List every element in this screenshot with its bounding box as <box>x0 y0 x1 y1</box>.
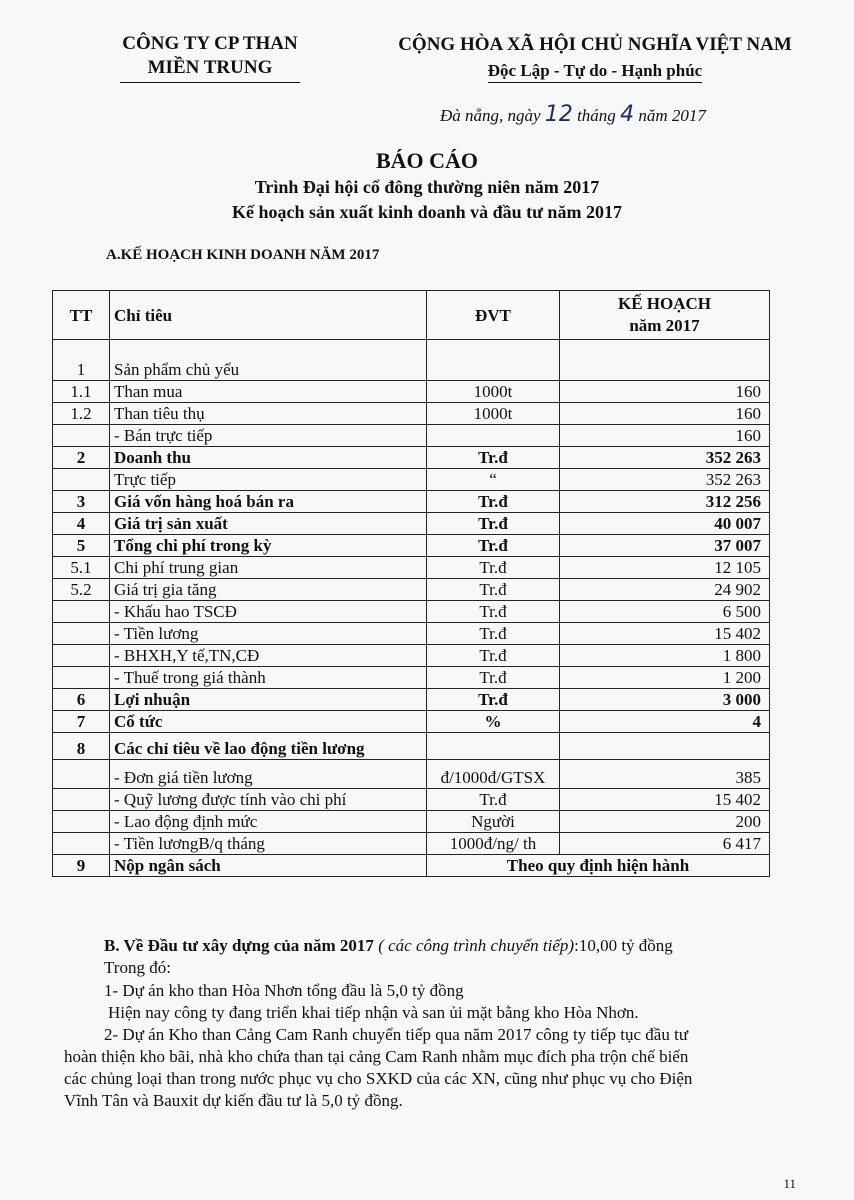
section-b-amount: :10,00 tỷ đồng <box>574 936 673 955</box>
col-header-chi-tieu: Chỉ tiêu <box>110 291 427 340</box>
section-b-item-2-line-2: hoàn thiện kho bãi, nhà kho chứa than tại cảng Cam Ranh nhằm mục đích pha trộn chế biến <box>64 1047 689 1066</box>
row-ke-hoach: 1 200 <box>560 667 770 689</box>
row-chi-tieu: - Lao động định mức <box>110 811 427 833</box>
table-row <box>53 447 770 469</box>
table-row <box>53 789 770 811</box>
row-ke-hoach: 15 402 <box>560 789 770 811</box>
row-dvt: Tr.đ <box>427 447 560 469</box>
row-dvt: Tr.đ <box>427 645 560 667</box>
republic-title: CỘNG HÒA XÃ HỘI CHỦ NGHĨA VIỆT NAM <box>398 34 792 55</box>
row-dvt: Tr.đ <box>427 689 560 711</box>
row-chi-tieu: Giá trị gia tăng <box>110 579 427 601</box>
section-b-trong-do: Trong đó: <box>104 958 171 977</box>
table-row <box>53 557 770 579</box>
table-row <box>53 833 770 855</box>
row-chi-tieu: Than tiêu thụ <box>110 403 427 425</box>
row-chi-tieu: - Tiền lương <box>110 623 427 645</box>
row-ke-hoach: 160 <box>560 403 770 425</box>
section-b-title: B. Về Đầu tư xây dựng của năm 2017 <box>104 936 374 955</box>
section-b-item-2-line-1: 2- Dự án Kho than Cảng Cam Ranh chuyển tiếp qua năm 2017 công ty tiếp tục đầu tư <box>104 1025 689 1044</box>
row-dvt <box>427 340 560 381</box>
company-name <box>90 32 330 83</box>
row-chi-tieu: Các chỉ tiêu về lao động tiền lương <box>110 733 427 760</box>
table-row <box>53 623 770 645</box>
table-row <box>53 469 770 491</box>
row-ke-hoach: 37 007 <box>560 535 770 557</box>
row-ke-hoach: 40 007 <box>560 513 770 535</box>
row-dvt: Tr.đ <box>427 535 560 557</box>
table-row <box>53 811 770 833</box>
row-tt: 9 <box>53 855 110 877</box>
row-tt: 8 <box>53 733 110 760</box>
date-month: 4 <box>620 102 635 127</box>
row-chi-tieu: - Đơn giá tiền lương <box>110 760 427 789</box>
row-dvt <box>427 733 560 760</box>
row-tt: 2 <box>53 447 110 469</box>
national-header <box>370 32 820 84</box>
national-motto: Độc Lập - Tự do - Hạnh phúc <box>488 61 702 83</box>
section-b-item-2-line-4: Vĩnh Tân và Bauxit dự kiến đầu tư là 5,0 tỷ đồng. <box>64 1091 403 1110</box>
row-chi-tieu: Than mua <box>110 381 427 403</box>
row-chi-tieu: - Quỹ lương được tính vào chi phí <box>110 789 427 811</box>
row-dvt: Tr.đ <box>427 789 560 811</box>
row-tt: 5 <box>53 535 110 557</box>
row-tt: 1.1 <box>53 381 110 403</box>
row-tt <box>53 601 110 623</box>
table-row <box>53 535 770 557</box>
row-ke-hoach: 312 256 <box>560 491 770 513</box>
row-chi-tieu: - BHXH,Y tế,TN,CĐ <box>110 645 427 667</box>
table-header-row <box>53 291 770 340</box>
row-tt <box>53 811 110 833</box>
row-dvt: 1000t <box>427 403 560 425</box>
row-dvt <box>427 425 560 447</box>
row-chi-tieu: Sản phẩm chủ yếu <box>110 340 427 381</box>
row-chi-tieu: Cổ tức <box>110 711 427 733</box>
section-b-item-2-line-3: các chủng loại than trong nước phục vụ cho SXKD của các XN, cũng như phục vụ cho Điện <box>64 1069 693 1088</box>
row-ke-hoach: 160 <box>560 381 770 403</box>
company-underline <box>120 82 300 83</box>
row-dvt: Tr.đ <box>427 513 560 535</box>
col-header-tt: TT <box>53 291 110 340</box>
report-subtitle-1: Trình Đại hội cổ đông thường niên năm 2017 <box>254 177 600 197</box>
row-ke-hoach: 352 263 <box>560 447 770 469</box>
table-row <box>53 340 770 381</box>
date-prefix: Đà nẵng, ngày <box>440 106 541 125</box>
report-title: BÁO CÁO <box>375 148 479 173</box>
row-ke-hoach: 24 902 <box>560 579 770 601</box>
row-ke-hoach <box>560 340 770 381</box>
row-ke-hoach: 385 <box>560 760 770 789</box>
row-ke-hoach: 6 500 <box>560 601 770 623</box>
row-dvt: đ/1000đ/GTSX <box>427 760 560 789</box>
document-date <box>440 102 770 127</box>
company-name-line1: CÔNG TY CP THAN <box>122 33 298 54</box>
row-chi-tieu: Lợi nhuận <box>110 689 427 711</box>
col-header-ke-hoach <box>560 291 770 340</box>
table-row <box>53 381 770 403</box>
report-subtitle-2: Kế hoạch sản xuất kinh doanh và đầu tư năm 2017 <box>232 202 622 222</box>
col-header-ke-hoach-2: năm 2017 <box>629 316 700 335</box>
row-tt: 4 <box>53 513 110 535</box>
row-tt <box>53 469 110 491</box>
row-chi-tieu: Doanh thu <box>110 447 427 469</box>
row-dvt: Người <box>427 811 560 833</box>
row-tt <box>53 645 110 667</box>
table-row <box>53 667 770 689</box>
row-chi-tieu: Nộp ngân sách <box>110 855 427 877</box>
row-ke-hoach: 1 800 <box>560 645 770 667</box>
row-dvt: Tr.đ <box>427 491 560 513</box>
table-row <box>53 425 770 447</box>
row-chi-tieu: Chi phí trung gian <box>110 557 427 579</box>
row-dvt: % <box>427 711 560 733</box>
row-dvt: Tr.đ <box>427 557 560 579</box>
col-header-ke-hoach-1: KẾ HOẠCH <box>617 294 712 313</box>
row-ke-hoach: 6 417 <box>560 833 770 855</box>
row-merged-value: Theo quy định hiện hành <box>427 855 770 877</box>
table-row <box>53 403 770 425</box>
row-tt: 3 <box>53 491 110 513</box>
row-chi-tieu: - Bán trực tiếp <box>110 425 427 447</box>
table-row <box>53 579 770 601</box>
section-a-heading: A.KẾ HOẠCH KINH DOANH NĂM 2017 <box>106 247 380 263</box>
row-tt <box>53 623 110 645</box>
row-tt <box>53 667 110 689</box>
table-row <box>53 760 770 789</box>
page-number: 11 <box>783 1176 796 1191</box>
row-dvt: Tr.đ <box>427 667 560 689</box>
row-ke-hoach: 4 <box>560 711 770 733</box>
row-chi-tieu: - Khấu hao TSCĐ <box>110 601 427 623</box>
row-tt <box>53 833 110 855</box>
business-plan-table <box>52 290 770 877</box>
section-b-note: ( các công trình chuyển tiếp) <box>378 936 575 955</box>
row-ke-hoach: 200 <box>560 811 770 833</box>
row-tt <box>53 425 110 447</box>
row-ke-hoach: 15 402 <box>560 623 770 645</box>
table-row <box>53 733 770 760</box>
row-tt <box>53 760 110 789</box>
row-dvt: “ <box>427 469 560 491</box>
row-tt: 1.2 <box>53 403 110 425</box>
row-tt: 1 <box>53 340 110 381</box>
date-year: năm 2017 <box>638 106 706 125</box>
row-dvt: Tr.đ <box>427 623 560 645</box>
row-ke-hoach <box>560 733 770 760</box>
row-dvt: Tr.đ <box>427 579 560 601</box>
row-chi-tieu: Tổng chi phí trong kỳ <box>110 535 427 557</box>
section-b-item-1-detail: Hiện nay công ty đang triển khai tiếp nhận và san ủi mặt bằng kho Hòa Nhơn. <box>108 1003 639 1022</box>
table-row <box>53 855 770 877</box>
row-ke-hoach: 352 263 <box>560 469 770 491</box>
row-tt: 7 <box>53 711 110 733</box>
row-chi-tieu: Trực tiếp <box>110 469 427 491</box>
col-header-dvt: ĐVT <box>427 291 560 340</box>
row-dvt: 1000t <box>427 381 560 403</box>
section-b-heading <box>64 935 804 957</box>
row-tt: 6 <box>53 689 110 711</box>
row-chi-tieu: - Tiền lươngB/q tháng <box>110 833 427 855</box>
row-tt: 5.2 <box>53 579 110 601</box>
row-tt <box>53 789 110 811</box>
date-month-label: tháng <box>577 106 616 125</box>
row-tt: 5.1 <box>53 557 110 579</box>
table-row <box>53 491 770 513</box>
section-b-item-1: 1- Dự án kho than Hòa Nhơn tổng đầu là 5,0 tỷ đồng <box>104 981 464 1000</box>
table-row <box>53 601 770 623</box>
row-ke-hoach: 3 000 <box>560 689 770 711</box>
row-dvt: Tr.đ <box>427 601 560 623</box>
table-row <box>53 513 770 535</box>
date-day: 12 <box>544 102 573 127</box>
row-chi-tieu: - Thuế trong giá thành <box>110 667 427 689</box>
row-ke-hoach: 12 105 <box>560 557 770 579</box>
row-chi-tieu: Giá vốn hàng hoá bán ra <box>110 491 427 513</box>
company-name-line2: MIỀN TRUNG <box>147 57 273 78</box>
row-chi-tieu: Giá trị sản xuất <box>110 513 427 535</box>
table-row <box>53 711 770 733</box>
row-ke-hoach: 160 <box>560 425 770 447</box>
table-row <box>53 645 770 667</box>
table-row <box>53 689 770 711</box>
row-dvt: 1000đ/ng/ th <box>427 833 560 855</box>
